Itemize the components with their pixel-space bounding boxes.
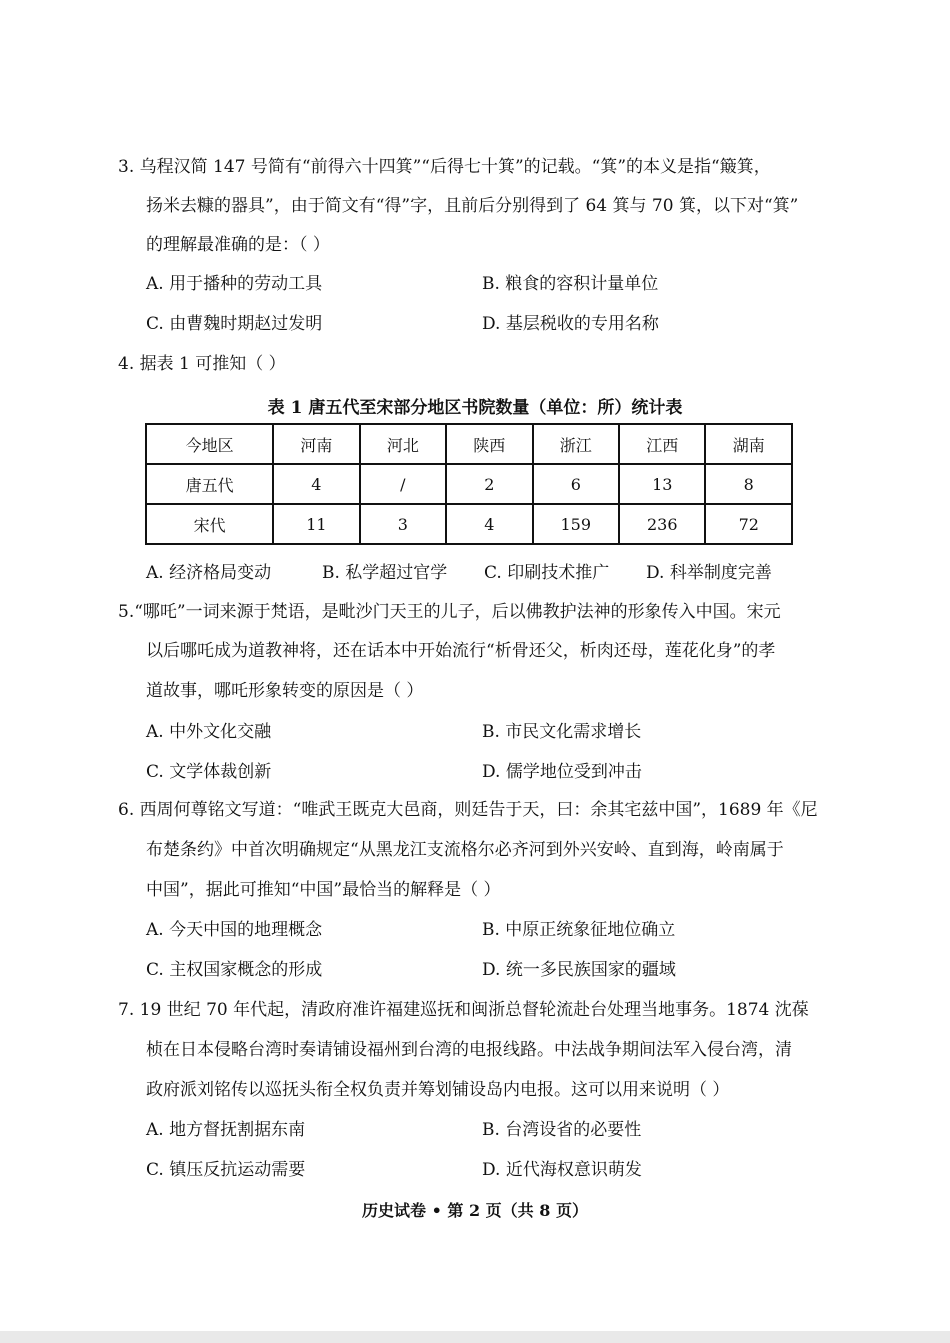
- q3-text-line3: 的理解最准确的是：（ ）: [146, 235, 330, 255]
- q5-option-a: A. 中外文化交融: [146, 722, 272, 742]
- q7-option-b: B. 台湾设省的必要性: [482, 1120, 642, 1140]
- q5-text-line2: 以后哪吒成为道教神将，还在话本中开始流行“析骨还父，析肉还母，莲花化身”的孝: [146, 641, 776, 661]
- table-cell: 8: [705, 464, 792, 504]
- table-header-cell: 河北: [360, 424, 446, 464]
- q7-option-a: A. 地方督抚割据东南: [146, 1120, 306, 1140]
- q6-option-a: A. 今天中国的地理概念: [146, 920, 323, 940]
- table-header-cell: 江西: [619, 424, 705, 464]
- q3-text-line1: 3. 乌程汉简 147 号简有“前得六十四箕”“后得七十箕”的记载。“箕”的本义是指“簸箕，: [118, 157, 771, 177]
- q6-option-c: C. 主权国家概念的形成: [146, 960, 323, 980]
- table-cell: 6: [533, 464, 619, 504]
- scan-edge: [0, 1331, 950, 1343]
- table-header-cell: 河南: [273, 424, 359, 464]
- q3-option-b: B. 粮食的容积计量单位: [482, 274, 659, 294]
- q3-text-line2: 扬米去糠的器具”，由于简文有“得”字，且前后分别得到了 64 箕与 70 箕，以下对“箕”: [146, 196, 799, 216]
- q6-text-line3: 中国”，据此可推知“中国”最恰当的解释是（ ）: [146, 880, 501, 900]
- q4-text-line1: 4. 据表 1 可推知（ ）: [118, 354, 286, 374]
- table-cell: 唐五代: [146, 464, 273, 504]
- table-header-row: [146, 424, 792, 464]
- table-cell: 3: [360, 504, 446, 544]
- table-cell: 72: [705, 504, 792, 544]
- table-header-cell: 陕西: [446, 424, 532, 464]
- q5-option-d: D. 儒学地位受到冲击: [482, 762, 642, 782]
- table-header-cell: 浙江: [533, 424, 619, 464]
- q3-option-c: C. 由曹魏时期赵过发明: [146, 314, 323, 334]
- table-header-cell: 湖南: [705, 424, 792, 464]
- table-caption: 表 1 唐五代至宋部分地区书院数量（单位：所）统计表: [267, 398, 683, 418]
- q7-text-line1: 7. 19 世纪 70 年代起，清政府准许福建巡抚和闽浙总督轮流赴台处理当地事务。1874 沈葆: [118, 1000, 809, 1020]
- table-header-cell: 今地区: [146, 424, 273, 464]
- q3-option-d: D. 基层税收的专用名称: [482, 314, 659, 334]
- q4-option-d: D. 科举制度完善: [646, 563, 772, 583]
- q7-text-line3: 政府派刘铭传以巡抚头衔全权负责并筹划铺设岛内电报。这可以用来说明（ ）: [146, 1080, 730, 1100]
- table-cell: 13: [619, 464, 705, 504]
- q5-option-c: C. 文学体裁创新: [146, 762, 272, 782]
- q7-text-line2: 桢在日本侵略台湾时奏请铺设福州到台湾的电报线路。中法战争期间法军入侵台湾，清: [146, 1040, 792, 1060]
- table-cell: 4: [446, 504, 532, 544]
- table-cell: /: [360, 464, 446, 504]
- q4-option-c: C. 印刷技术推广: [484, 563, 610, 583]
- q3-option-a: A. 用于播种的劳动工具: [146, 274, 323, 294]
- table-cell: 159: [533, 504, 619, 544]
- table-cell: 2: [446, 464, 532, 504]
- table-cell: 236: [619, 504, 705, 544]
- page-footer: 历史试卷 • 第 2 页（共 8 页）: [362, 1201, 588, 1220]
- q4-option-a: A. 经济格局变动: [146, 563, 272, 583]
- q6-option-d: D. 统一多民族国家的疆域: [482, 960, 676, 980]
- table-cell: 11: [273, 504, 359, 544]
- academy-count-table: [145, 423, 793, 545]
- q4-option-b: B. 私学超过官学: [322, 563, 448, 583]
- table-row: [146, 504, 792, 544]
- q5-text-line1: 5.“哪吒”一词来源于梵语，是毗沙门天王的儿子，后以佛教护法神的形象传入中国。宋元: [118, 602, 781, 622]
- table-cell: 4: [273, 464, 359, 504]
- q5-text-line3: 道故事，哪吒形象转变的原因是（ ）: [146, 681, 424, 701]
- q7-option-d: D. 近代海权意识萌发: [482, 1160, 642, 1180]
- q5-option-b: B. 市民文化需求增长: [482, 722, 642, 742]
- table-cell: 宋代: [146, 504, 273, 544]
- q6-option-b: B. 中原正统象征地位确立: [482, 920, 676, 940]
- q6-text-line1: 6. 西周何尊铭文写道：“唯武王既克大邑商，则廷告于天，曰：余其宅兹中国”，1689 年《尼: [118, 800, 818, 820]
- table-row: [146, 464, 792, 504]
- q6-text-line2: 布楚条约》中首次明确规定“从黑龙江支流格尔必齐河到外兴安岭、直到海，岭南属于: [146, 840, 784, 860]
- q7-option-c: C. 镇压反抗运动需要: [146, 1160, 306, 1180]
